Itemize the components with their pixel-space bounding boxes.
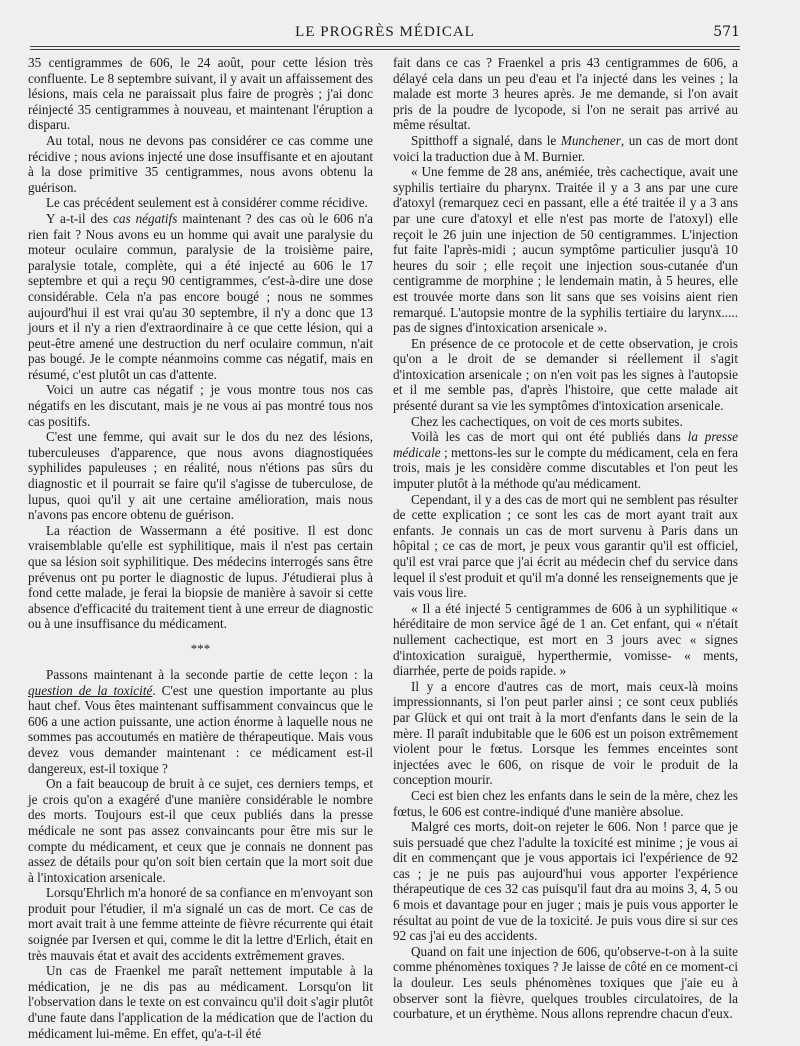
header-rule-top	[30, 46, 740, 47]
page-number: 571	[713, 24, 740, 40]
paragraph: Malgré ces morts, doit-on rejeter le 606. Non ! parce que je suis persuadé que chez l'adulte la toxicité est minime ; je vous ai dit en commençant que je vous apportais ici l'expérience de 92 cas ; je ne puis pas aujourd'hui vous apporter l'expérience thérapeutique de ces 32 cas puisqu'il faut dra au moins 3, 4, 5 ou 6 mois et davantage pour en juger ; mais je puis vous apporter le résultat au point de vue de la toxicité. Je puis vous dire si sur ces 92 cas j'ai eu des accidents.	[393, 819, 738, 944]
paragraph: Spitthoff a signalé, dans le Munchener, un cas de mort dont voici la traduction due à M. Burnier.	[393, 132, 738, 164]
quotation: « Une femme de 28 ans, anémiée, très cachectique, avait une syphilis tertiaire du pharynx. Traitée il y a 3 ans par une cure d'atoxyl (remarquez ceci en passant, elle a été traitée il y a 3 ans par une cure d'atoxyl et elle n'est pas morte de l'atoxyl) elle reçoit le 26 juin une injection de 50 centigrammes. L'injection fut faite l'après-midi ; aucun symptôme particulier jusqu'à 10 heures du soir ; elle reçoit une injection sous-cutanée d'un centigramme de morphine ; le lendemain matin, à 5 heures, elle est trouvée morte dans son lit sans que ses voisins aient rien remarqué. L'autopsie montre de la syphilis tertiaire du larynx..... pas de signes d'intoxication arsenicale ».	[393, 164, 738, 336]
paragraph: Voici un autre cas négatif ; je vous montre tous nos cas négatifs en les discutant, mais je ne vous ai pas montré tous nos cas positifs.	[28, 382, 373, 429]
header-rule-bottom	[30, 49, 740, 50]
paragraph: Le cas précédent seulement est à considérer comme récidive.	[46, 195, 368, 211]
journal-title: LE PROGRÈS MÉDICAL	[295, 24, 475, 40]
paragraph: Voilà les cas de mort qui ont été publiés dans la presse médicale ; mettons-les sur le compte du médicament, cela en fera trois, mais je les considère comme discutables et l'on peut les imputer plutôt à la méthode qu'au médicament.	[393, 429, 739, 492]
paragraph: Y a-t-il des cas négatifs maintenant ? des cas où le 606 n'a rien fait ? Nous avons eu un homme qui avait une paralysie du moteur oculaire commun, paralysie de la troisième paire, paralysie totale, complète, qui a été injecté au 606 le 17 septembre et qui a reçu 90 centigrammes, c'est-à-dire une dose considérable. Cela n'a pas encore bougé ; nous ne sommes aujourd'hui il est vrai qu'au 30 septembre, il n'y a donc que 13 jours et il n'y a rien d'extraordinaire à ce que cette lésion, qui a peut-être amené une destruction du nerf oculaire commun, n'ait pas bougé. Je le compte néanmoins comme cas négatif, mais en résumé, c'est plutôt un cas d'attente.	[28, 210, 374, 382]
section-separator: ***	[190, 640, 211, 656]
emphasis: la presse médicale	[393, 429, 739, 460]
paragraph: Au total, nous ne devons pas considérer ce cas comme une récidive ; nous avions injecté une dose insuffisante et en ajoutant à la dose primitive 35 centigrammes, nous avons obtenu la guérison.	[28, 132, 373, 195]
paragraph: Quand on fait une injection de 606, qu'observe-t-on à la suite comme phénomènes toxiques ? Je laisse de côté en ce moment-ci la douleur. Les seuls phénomènes toxiques que j'aie eu à observer sont la fièvre, quelques troubles circulatoires, de la courbature, et un érythème. Nous allons reprendre chacun d'eux.	[393, 943, 738, 1022]
paragraph: Passons maintenant à la seconde partie de cette leçon : la question de la toxicité. C'est une question importante au plus haut chef. Vous êtes maintenant suffisamment convaincus que le 606 a une action puissante, une action énorme à laquelle nous ne sommes pas accoutumés en matière de thérapeutique. Mais vous devez vous demander maintenant : ce médicament est-il dangereux, est-il toxique ?	[28, 666, 374, 776]
running-header	[30, 24, 740, 44]
paragraph: Il y a encore d'autres cas de mort, mais ceux-là moins impressionnants, si l'on peut parler ainsi ; ce sont ceux publiés par Glück et qui ont trait à la mort d'enfants dans le sein de la mère. Il paraît indubitable que le 606 est un poison extrêmement violent pour le fœtus. Lorsque les femmes enceintes sont injectées avec le 606, on risque de voir le produit de la conception mourir.	[393, 678, 738, 788]
paragraph: En présence de ce protocole et de cette observation, je crois qu'on a le droit de se demander si réellement il s'agit d'intoxication arsenicale ; on n'en voit pas les signes à l'autopsie et il me semble pas, d'après l'histoire, que cette malade ait présenté durant sa vie les symptômes d'intoxication arsenicale.	[393, 335, 738, 414]
paragraph: Un cas de Fraenkel me paraît nettement imputable à la médication, je ne dis pas au médicament. Lorsqu'on lit l'observation dans le texte on est convaincu qu'il doit s'agir plutôt d'une faute dans l'application de la médication que de l'action du médicament lui-même. En effet, qu'a-t-il été	[28, 963, 373, 1041]
emphasis: Munchener	[560, 132, 621, 148]
paragraph: La réaction de Wassermann a été positive. Il est donc vraisemblable qu'elle est syphilitique, mais il n'est pas certain que sa lésion soit syphilitique. Des médecins interrogés sans être prévenus ont pu porter le diagnostic de lupus. J'étudierai plus à fond cette malade, je ferai la biopsie de manière à savoir si cette absence d'efficacité du traitement tient à une erreur de diagnostic ou à une insuffisance du médicament.	[28, 522, 373, 632]
paragraph: C'est une femme, qui avait sur le dos du nez des lésions, tuberculeuses d'apparence, que nous avons diagnostiquées syphilides papuleuses ; en réalité, nous n'étions pas sûrs du diagnostic et il pourrait se faire qu'il s'agisse de tuberculose, de lupus, quoi qu'il y ait une certaine amélioration, mais nous n'avons pas encore obtenu de guérison.	[28, 429, 373, 523]
paragraph: Lorsqu'Ehrlich m'a honoré de sa confiance en m'envoyant son produit pour l'étudier, il m'a signalé un cas de mort. Ce cas de mort avait trait à une femme atteinte de fièvre récurrente qui était soignée par Iversen et qui, comme le dit la lettre d'Erlich, était en très mauvais état et avait des accidents extrêmement graves.	[28, 885, 373, 963]
quotation: « Il a été injecté 5 centigrammes de 606 à un syphilitique « héréditaire de mon service âgé de 1 an. Cet enfant, qui « n'était nullement cachectique, est mort en 3 jours avec « signes d'intoxication suraiguë, hyperthermie, vomisse- « ments, diarrhée, perte de poids rapide. »	[393, 600, 738, 679]
paragraph: On a fait beaucoup de bruit à ce sujet, ces derniers temps, et je crois qu'on a exagéré d'une manière considérable le nombre des morts. Toujours est-il que ceux publiés dans la presse médicale ne sont pas assez convaincants pour être mis sur le compte du médicament, et ceux que je connais ne donnent pas assez de détails pour qu'on soit bien certain que la mort soit due à l'intoxication arsenicale.	[28, 776, 373, 885]
right-column	[393, 55, 738, 1022]
paragraph: Ceci est bien chez les enfants dans le sein de la mère, chez les fœtus, le 606 est contre-indiqué d'une manière absolue.	[393, 787, 738, 819]
left-column	[28, 55, 373, 1041]
paragraph: fait dans ce cas ? Fraenkel a pris 43 centigrammes de 606, a délayé cela dans un peu d'eau et l'a injecté dans les veines ; la malade est morte 3 heures après. Je me demande, si l'on avait pris de la poudre de lycopode, si l'on ne serait pas arrivé au même résultat.	[393, 55, 738, 133]
emphasis: cas négatifs	[113, 210, 178, 226]
emphasis: question de la toxicité	[28, 682, 153, 698]
paragraph: Cependant, il y a des cas de mort qui ne semblent pas résulter de cette explication ; ce sont les cas de mort ayant trait aux enfants. Je connais un cas de mort survenu à Paris dans un hôpital ; ce cas de mort, je peux vous garantir qu'il est officiel, qu'il est vrai parce que j'ai écrit au médecin chef du service dans lequel il s'est produit et qu'il m'a donné les renseignements que je vais vous lire.	[393, 491, 738, 601]
paragraph: Chez les cachectiques, on voit de ces morts subites.	[411, 413, 683, 429]
paragraph: 35 centigrammes de 606, le 24 août, pour cette lésion très confluente. Le 8 septembre suivant, il y avait un affaissement des lésions, mais cela ne paraissait plus faire de progrès ; j'ai donc réinjecté 35 centigrammes à nouveau, et maintenant l'éruption a disparu.	[28, 55, 373, 133]
